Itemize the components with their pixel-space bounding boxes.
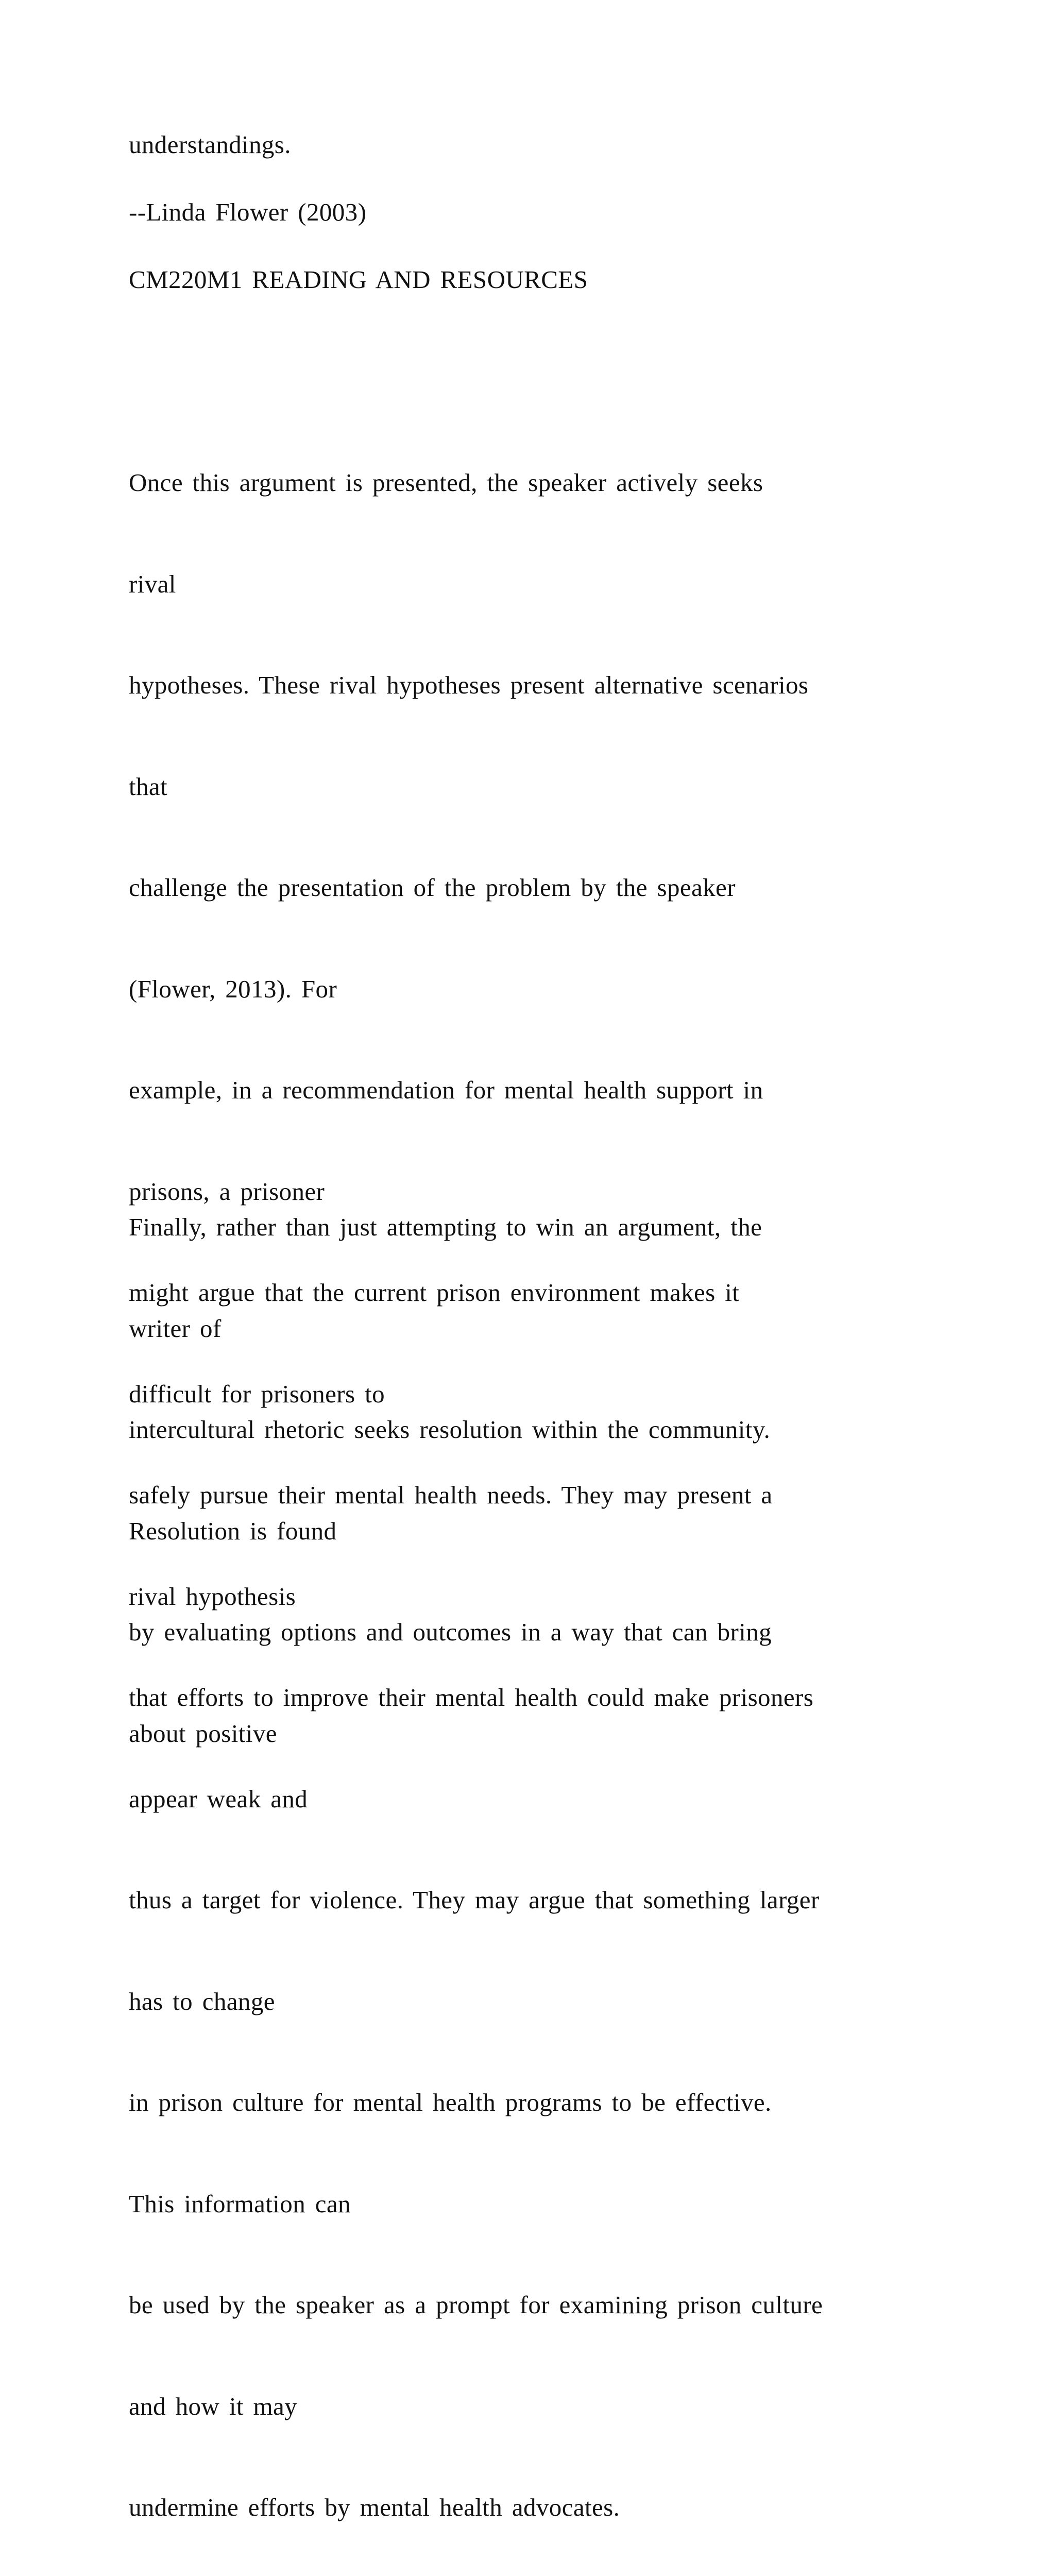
paragraph-line: thus a target for violence. They may argue that something larger <box>129 1886 820 1914</box>
paragraph-line: rival hypothesis <box>129 1582 296 1611</box>
continued-text-line: understandings. <box>129 130 291 159</box>
paragraph-line: hypotheses. These rival hypotheses present alternative scenarios <box>129 671 809 699</box>
paragraph-line: by evaluating options and outcomes in a way that can bring <box>129 1618 772 1646</box>
paragraph-line: rival <box>129 569 176 598</box>
paragraph-line: writer of <box>129 1314 222 1343</box>
paragraph-line: challenge the presentation of the problem by the speaker <box>129 873 736 902</box>
paragraph-line: difficult for prisoners to <box>129 1379 385 1408</box>
paragraph-line: safely pursue their mental health needs. They may present a <box>129 1481 773 1509</box>
paragraph-line: intercultural rhetoric seeks resolution within the community. <box>129 1415 771 1444</box>
paragraph-line: Resolution is found <box>129 1516 337 1545</box>
section-heading: CM220M1 READING AND RESOURCES <box>129 265 588 294</box>
quote-attribution: --Linda Flower (2003) <box>129 198 367 226</box>
paragraph-line: about positive <box>129 1719 277 1748</box>
paragraph-line: Finally, rather than just attempting to win an argument, the <box>129 1213 762 1241</box>
paragraph-line: example, in a recommendation for mental health support in <box>129 1076 763 1104</box>
paragraph-line: prisons, a prisoner <box>129 1177 325 1206</box>
paragraph-line: Once this argument is presented, the speaker actively seeks <box>129 468 763 497</box>
paragraph-resolution <box>129 1143 932 1818</box>
paragraph-line: that efforts to improve their mental health could make prisoners <box>129 1683 814 1711</box>
paragraph-line: This information can <box>129 2189 351 2218</box>
paragraph-line: and how it may <box>129 2392 298 2420</box>
paragraph-line: (Flower, 2013). For <box>129 974 337 1003</box>
paragraph-line: has to change <box>129 1987 275 2015</box>
paragraph-line: appear weak and <box>129 1784 308 1813</box>
paragraph-line: in prison culture for mental health programs to be effective. <box>129 2088 772 2116</box>
paragraph-line: might argue that the current prison environment makes it <box>129 1278 740 1307</box>
paragraph-line: undermine efforts by mental health advocates. <box>129 2493 620 2521</box>
paragraph-line: be used by the speaker as a prompt for examining prison culture <box>129 2291 823 2319</box>
paragraph-line: that <box>129 772 168 801</box>
